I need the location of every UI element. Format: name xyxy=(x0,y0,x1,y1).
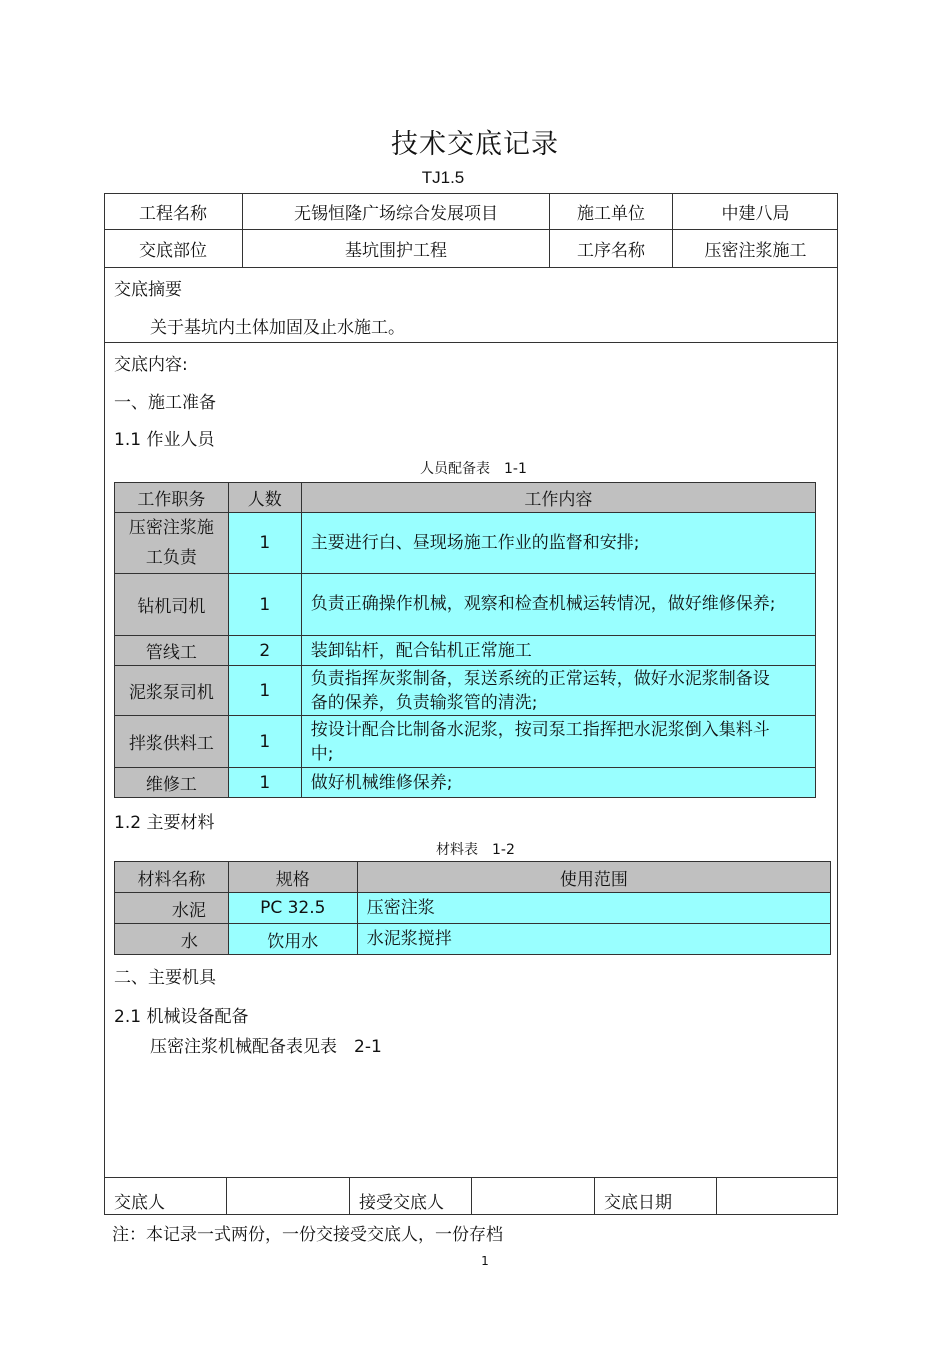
count-cell: 1 xyxy=(228,716,301,768)
column-header: 规格 xyxy=(228,862,357,893)
table-row xyxy=(115,636,816,666)
column-header: 人数 xyxy=(228,483,301,513)
duty-cell: 主要进行白、昼现场施工作业的监督和安排; xyxy=(301,513,815,574)
briefing-part-label: 交底部位 xyxy=(139,241,207,261)
table-header-row xyxy=(115,862,831,893)
project-name-value: 无锡恒隆广场综合发展项目 xyxy=(294,203,498,224)
divider xyxy=(594,1177,595,1215)
count-cell: 1 xyxy=(228,666,301,716)
material-usage-cell: 水泥浆搅拌 xyxy=(357,924,830,955)
page-number: 1 xyxy=(481,1254,489,1268)
project-name-label: 工程名称 xyxy=(139,203,207,224)
role-cell: 管线工 xyxy=(115,636,229,666)
duty-cell: 按设计配合比制备水泥浆，按司泵工指挥把水泥浆倒入集料斗中; xyxy=(301,716,815,768)
divider xyxy=(716,1177,717,1215)
column-header: 材料名称 xyxy=(115,862,229,893)
role-cell: 压密注浆施工负责 xyxy=(115,513,229,574)
count-cell: 1 xyxy=(228,513,301,574)
divider xyxy=(349,1177,350,1215)
material-spec-cell: PC 32.5 xyxy=(228,893,357,924)
page-title: 技术交底记录 xyxy=(391,129,559,160)
summary-label: 交底摘要 xyxy=(114,280,182,300)
divider xyxy=(471,1177,472,1215)
duty-cell: 装卸钻杆，配合钻机正常施工 xyxy=(301,636,815,666)
date-label: 交底日期 xyxy=(604,1193,672,1213)
subsection-heading: 2.1 机械设备配备 xyxy=(114,1007,249,1027)
section-heading: 二、主要机具 xyxy=(114,968,216,988)
duty-cell: 负责正确操作机械，观察和检查机械运转情况，做好维修保养; xyxy=(301,574,815,636)
count-cell: 1 xyxy=(228,768,301,798)
divider xyxy=(104,267,838,268)
receiver-label: 接受交底人 xyxy=(359,1193,444,1213)
column-header: 工作职务 xyxy=(115,483,229,513)
process-name-value: 压密注浆施工 xyxy=(704,241,807,261)
footer-note: 注：本记录一式两份，一份交接受交底人，一份存档 xyxy=(112,1225,503,1245)
table-caption: 材料表 1-2 xyxy=(436,842,515,858)
material-name-cell: 水 xyxy=(115,924,229,955)
material-usage-cell: 压密注浆 xyxy=(357,893,830,924)
table-row xyxy=(115,924,831,955)
presenter-label: 交底人 xyxy=(114,1193,165,1213)
summary-text: 关于基坑内土体加固及止水施工。 xyxy=(150,318,405,338)
table-row xyxy=(115,893,831,924)
material-table xyxy=(114,861,831,955)
contractor-value: 中建八局 xyxy=(721,203,790,224)
form-code: TJ1.5 xyxy=(421,168,465,187)
table-header-row xyxy=(115,483,816,513)
material-name-cell: 水泥 xyxy=(115,893,229,924)
table-row xyxy=(115,666,816,716)
divider xyxy=(104,342,838,343)
material-spec-cell: 饮用水 xyxy=(228,924,357,955)
count-cell: 1 xyxy=(228,574,301,636)
section-heading: 一、施工准备 xyxy=(114,393,216,413)
process-name-label: 工序名称 xyxy=(577,241,645,261)
duty-cell: 做好机械维修保养; xyxy=(301,768,815,798)
subsection-heading: 1.1 作业人员 xyxy=(114,430,215,450)
divider xyxy=(226,1177,227,1215)
contractor-label: 施工单位 xyxy=(577,203,645,224)
subsection-heading: 1.2 主要材料 xyxy=(114,813,215,833)
role-cell: 维修工 xyxy=(115,768,229,798)
role-cell: 钻机司机 xyxy=(115,574,229,636)
table-row xyxy=(115,716,816,768)
column-header: 使用范围 xyxy=(357,862,830,893)
table-row xyxy=(115,768,816,798)
table-caption: 人员配备表 1-1 xyxy=(420,461,527,477)
duty-cell: 负责指挥灰浆制备，泵送系统的正常运转，做好水泥浆制备设备的保养，负责输浆管的清洗; xyxy=(301,666,815,716)
column-header: 工作内容 xyxy=(301,483,815,513)
briefing-part-value: 基坑围护工程 xyxy=(345,241,447,261)
machine-note: 压密注浆机械配备表见表 2-1 xyxy=(150,1037,382,1057)
role-cell: 拌浆供料工 xyxy=(115,716,229,768)
table-row xyxy=(115,513,816,574)
count-cell: 2 xyxy=(228,636,301,666)
table-row xyxy=(115,574,816,636)
content-label: 交底内容: xyxy=(114,355,188,375)
staff-table xyxy=(114,482,816,798)
role-cell: 泥浆泵司机 xyxy=(115,666,229,716)
